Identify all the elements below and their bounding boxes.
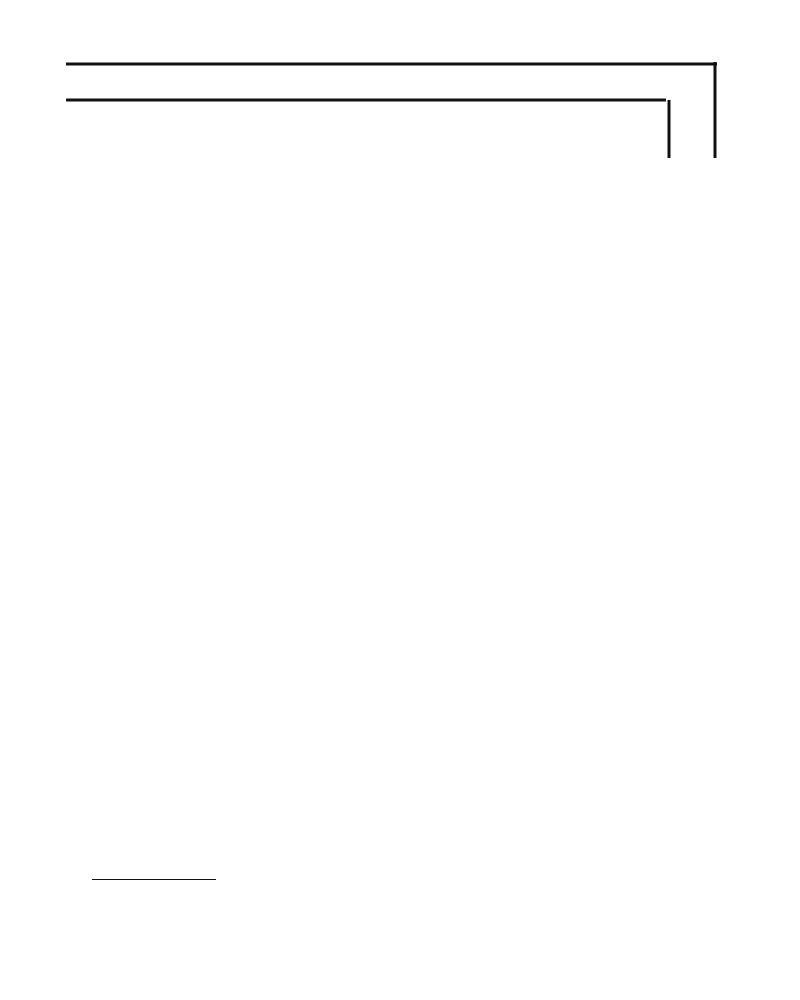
footnote-rule [92,879,216,880]
ornamental-border-top [66,62,717,118]
ornamental-border-corner [664,62,717,158]
running-title [668,150,714,176]
